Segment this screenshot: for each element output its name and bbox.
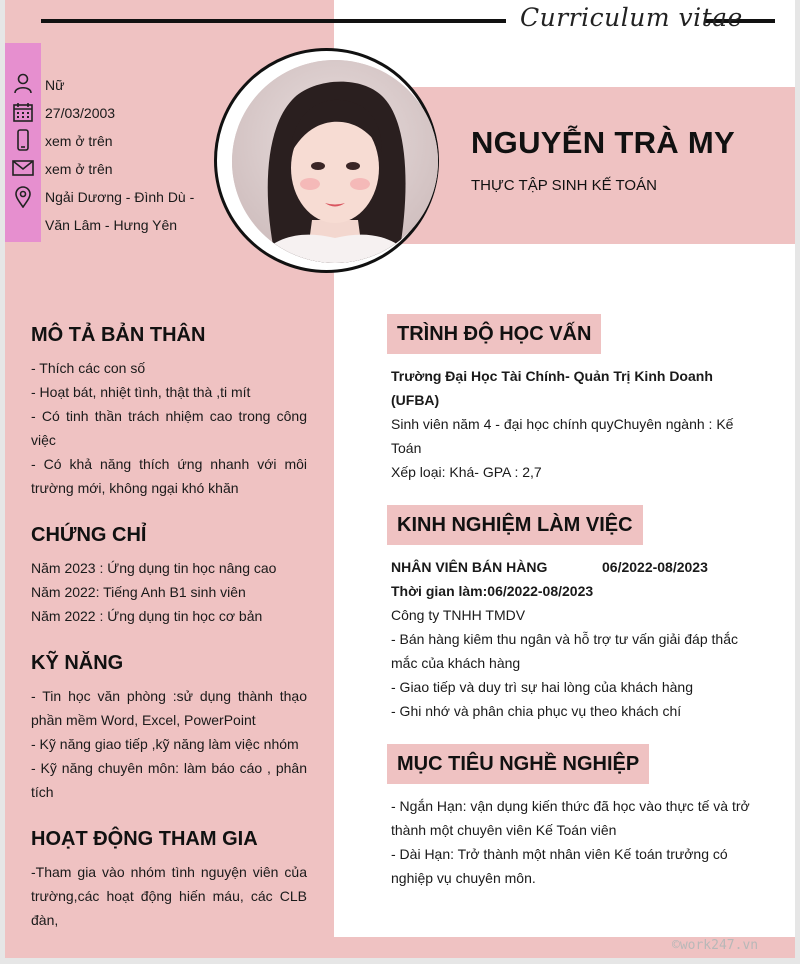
skills-title: KỸ NĂNG bbox=[31, 652, 124, 674]
email-text: xem ở trên bbox=[45, 161, 113, 177]
phone-icon bbox=[12, 129, 34, 151]
certificates-title: CHỨNG CHỈ bbox=[31, 524, 147, 546]
full-name: NGUYỄN TRÀ MY bbox=[471, 125, 735, 160]
envelope-icon bbox=[12, 157, 34, 179]
location-pin-icon bbox=[12, 186, 34, 208]
about-text: - Thích các con số - Hoạt bát, nhiệt tình, thật thà ,ti mít - Có tinh thần trách nhiệm cao trong công việc - Có khả năng thích ứng nhanh với môi trường mới, không ngại khó khăn bbox=[31, 360, 307, 496]
experience-text: NHÂN VIÊN BÁN HÀNG 06/2022-08/2023 Thời gian làm:06/2022-08/2023 Công ty TNHH TMDV - Bán hàng kiêm thu ngân và hỗ trợ tư vấn giải đáp thắc mắc của khách hàng - Giao tiếp và duy trì sự hai lòng của khách hàng - Ghi nhớ và phân chia phục vụ theo khách chí bbox=[391, 559, 738, 719]
skills-text: - Tin học văn phòng :sử dụng thành thạo phần mềm Word, Excel, PowerPoint - Kỹ năng giao tiếp ,kỹ năng làm việc nhóm - Kỹ năng chuyên môn: làm báo cáo , phân tích bbox=[31, 688, 307, 800]
curriculum-vitae-title: Curriculum vitae bbox=[520, 3, 743, 32]
objective-title: MỤC TIÊU NGHỀ NGHIỆP bbox=[387, 744, 649, 784]
watermark: ©work247.vn bbox=[672, 938, 759, 953]
gender-text: Nữ bbox=[45, 77, 65, 93]
address-line1: Ngải Dương - Đình Dù - bbox=[45, 189, 195, 205]
profile-photo bbox=[232, 60, 438, 263]
activities-text: -Tham gia vào nhóm tình nguyện viên của trường,các hoạt động hiến máu, các CLB đàn, bbox=[31, 864, 307, 928]
calendar-icon bbox=[12, 101, 34, 123]
about-title: MÔ TẢ BẢN THÂN bbox=[31, 324, 206, 346]
phone-text: xem ở trên bbox=[45, 133, 113, 149]
experience-title: KINH NGHIỆM LÀM VIỆC bbox=[387, 505, 643, 545]
birthday-text: 27/03/2003 bbox=[45, 105, 116, 121]
education-text: Trường Đại Học Tài Chính- Quản Trị Kinh Doanh (UFBA) Sinh viên năm 4 - đại học chính quyChuyên ngành : Kế Toán Xếp loại: Khá- GPA : 2,7 bbox=[391, 368, 734, 480]
activities-title: HOẠT ĐỘNG THAM GIA bbox=[31, 828, 258, 850]
education-title: TRÌNH ĐỘ HỌC VẤN bbox=[387, 314, 601, 354]
person-icon bbox=[12, 72, 34, 94]
certificates-text: Năm 2023 : Ứng dụng tin học nâng cao Năm 2022: Tiếng Anh B1 sinh viên Năm 2022 : Ứng dụng tin học cơ bản bbox=[31, 560, 277, 624]
job-title: THỰC TẬP SINH KẾ TOÁN bbox=[471, 177, 657, 194]
cv-page bbox=[5, 0, 795, 958]
name-band bbox=[400, 87, 795, 244]
objective-text: - Ngắn Hạn: vận dụng kiến thức đã học vào thực tế và trở thành một chuyên viên Kế Toán viên - Dài Hạn: Trở thành một nhân viên Kế toán trưởng có nghiệp vụ chuyên môn. bbox=[391, 798, 750, 886]
address-line2: Văn Lâm - Hưng Yên bbox=[45, 217, 178, 233]
header-line-left bbox=[41, 19, 506, 23]
